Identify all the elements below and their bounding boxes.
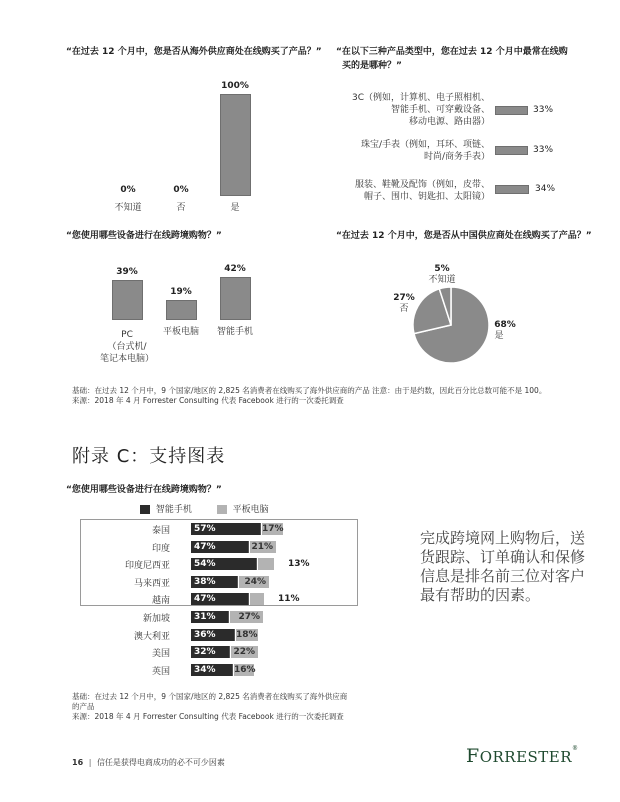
chart5-country-label: 英国: [151, 667, 170, 677]
chart5-bar-smartphone: 32%: [191, 646, 230, 658]
chart5-country-label: 印度尼西亚: [124, 561, 170, 571]
chart5-bar-smartphone: 31%: [191, 611, 229, 623]
chart3-label-tablet: 平板电脑: [162, 327, 199, 337]
chart1-value-no: 0%: [173, 185, 189, 195]
chart1-label-no: 否: [176, 203, 186, 213]
chart5-bar-tablet: 21%: [250, 541, 276, 553]
chart5-bar-smartphone: 57%: [191, 523, 261, 535]
chart2-title-line1: “在以下三种产品类型中，您在过去 12 个月中最常在线购: [336, 47, 568, 57]
footer-separator: |: [88, 758, 92, 767]
page-number: 16: [72, 758, 84, 767]
chart3-bar-phone: [220, 277, 251, 320]
legend-swatch-tablet: [217, 505, 227, 514]
chart2-title-line2: 买的是哪种？”: [342, 61, 402, 71]
chart5-legend: [140, 502, 269, 515]
chart2-bar-apparel: [495, 185, 529, 194]
chart5-value-tablet: 11%: [278, 594, 300, 604]
legend-label-smartphone: 智能手机: [155, 505, 192, 515]
note-base-1: 基础：在过去 12 个月中，9 个国家/地区的 2,825 名消费者在线购买了海外供应商的产品 注意：由于是约数，因此百分比总数可能不是 100。: [72, 386, 547, 395]
chart4-value-dontknow: 5%: [434, 264, 450, 274]
chart5-bar-tablet: 27%: [230, 611, 263, 623]
document-title: 信任是获得电商成功的必不可少因素: [96, 758, 225, 767]
chart4-pie: [411, 285, 491, 365]
chart5-bar-tablet: 16%: [234, 665, 256, 675]
chart5-bar-tablet: [258, 558, 274, 570]
chart2-value-apparel: 34%: [535, 184, 556, 194]
chart5-bar-tablet: 24%: [239, 576, 269, 588]
callout-text: 完成跨境网上购物后，送货跟踪、订单确认和保修信息是排名前三位对客户最有帮助的因素。: [420, 529, 586, 604]
chart3-label-pc: PC （台式机/ 笔记本电脑）: [99, 330, 154, 364]
chart3-bar-pc: [112, 280, 143, 320]
chart5-bar-tablet: 22%: [231, 646, 258, 658]
chart1-title: “在过去 12 个月中，您是否从海外供应商处在线购买了产品？”: [66, 47, 322, 57]
appendix-title: 附录 C：支持图表: [72, 446, 226, 467]
chart5-country-label: 美国: [151, 649, 170, 659]
chart5-bar-tablet: 18%: [236, 630, 258, 640]
note-source-2: 来源：2018 年 4 月 Forrester Consulting 代表 Facebook 进行的一次委托调查: [72, 712, 344, 721]
chart2-value-jewelry: 33%: [533, 145, 554, 155]
chart4-title: “在过去 12 个月中，您是否从中国供应商处在线购买了产品？”: [336, 231, 592, 241]
chart2-bar-jewelry: [495, 146, 528, 155]
footer: [72, 757, 225, 768]
chart2-category-3c: 3C（例如，计算机、电子照相机、 智能手机、可穿戴设备、 移动电源、路由器）: [351, 93, 490, 127]
chart5-country-label: 印度: [151, 544, 170, 554]
legend-label-tablet: 平板电脑: [232, 505, 269, 515]
chart3-label-phone: 智能手机: [216, 327, 253, 337]
chart2-category-apparel: 服装、鞋靴及配饰（例如，皮带、 帽子、围巾、钥匙扣、太阳镜）: [354, 180, 490, 202]
chart5-bar-smartphone: 47%: [191, 593, 249, 605]
chart3-value-tablet: 19%: [170, 287, 192, 297]
chart5-country-label: 马来西亚: [133, 579, 170, 589]
chart5-country-label: 新加坡: [142, 614, 170, 624]
chart1-value-dontknow: 0%: [120, 185, 136, 195]
chart3-bar-tablet: [166, 300, 197, 320]
chart4-label-no: 否: [399, 304, 409, 314]
chart5-bar-smartphone: 54%: [191, 558, 257, 570]
chart5-title: “您使用哪些设备进行在线跨境购物？”: [66, 485, 222, 495]
chart2-category-jewelry: 珠宝/手表（例如，耳环、项链、 时尚/商务手表）: [360, 140, 490, 162]
chart1-label-yes: 是: [230, 203, 240, 213]
chart4-value-yes: 68%: [494, 320, 516, 330]
chart5-bar-smartphone: 34%: [191, 664, 233, 676]
chart4-label-yes: 是: [494, 331, 504, 341]
chart2-value-3c: 33%: [533, 105, 554, 115]
legend-swatch-smartphone: [140, 505, 150, 514]
chart5-value-tablet: 13%: [288, 559, 310, 569]
chart1-bar-yes: [220, 94, 251, 196]
note-base-2: 基础：在过去 12 个月中，9 个国家/地区的 2,825 名消费者在线购买了海外供应商 的产品: [72, 692, 348, 711]
chart2-bar-3c: [495, 106, 528, 115]
chart5-bar-smartphone: 38%: [191, 576, 238, 588]
chart5-country-label: 澳大利亚: [133, 632, 170, 642]
chart5-bar-tablet: [250, 593, 264, 605]
chart5-country-label: 泰国: [151, 526, 170, 536]
chart4-value-no: 27%: [393, 293, 415, 303]
chart3-value-phone: 42%: [224, 264, 246, 274]
chart5-bar-smartphone: 47%: [191, 541, 249, 553]
chart3-value-pc: 39%: [116, 267, 138, 277]
chart4-label-dontknow: 不知道: [428, 275, 456, 285]
chart5-country-label: 越南: [151, 596, 170, 606]
forrester-logo: FORRESTER®: [466, 745, 579, 767]
chart5-bar-smartphone: 36%: [191, 629, 235, 641]
chart5-bar-tablet: 17%: [262, 524, 284, 534]
chart1-value-yes: 100%: [221, 81, 249, 91]
chart3-title: “您使用哪些设备进行在线跨境购物？”: [66, 231, 222, 241]
note-source-1: 来源：2018 年 4 月 Forrester Consulting 代表 Facebook 进行的一次委托调查: [72, 396, 344, 405]
chart1-label-dontknow: 不知道: [114, 203, 142, 213]
